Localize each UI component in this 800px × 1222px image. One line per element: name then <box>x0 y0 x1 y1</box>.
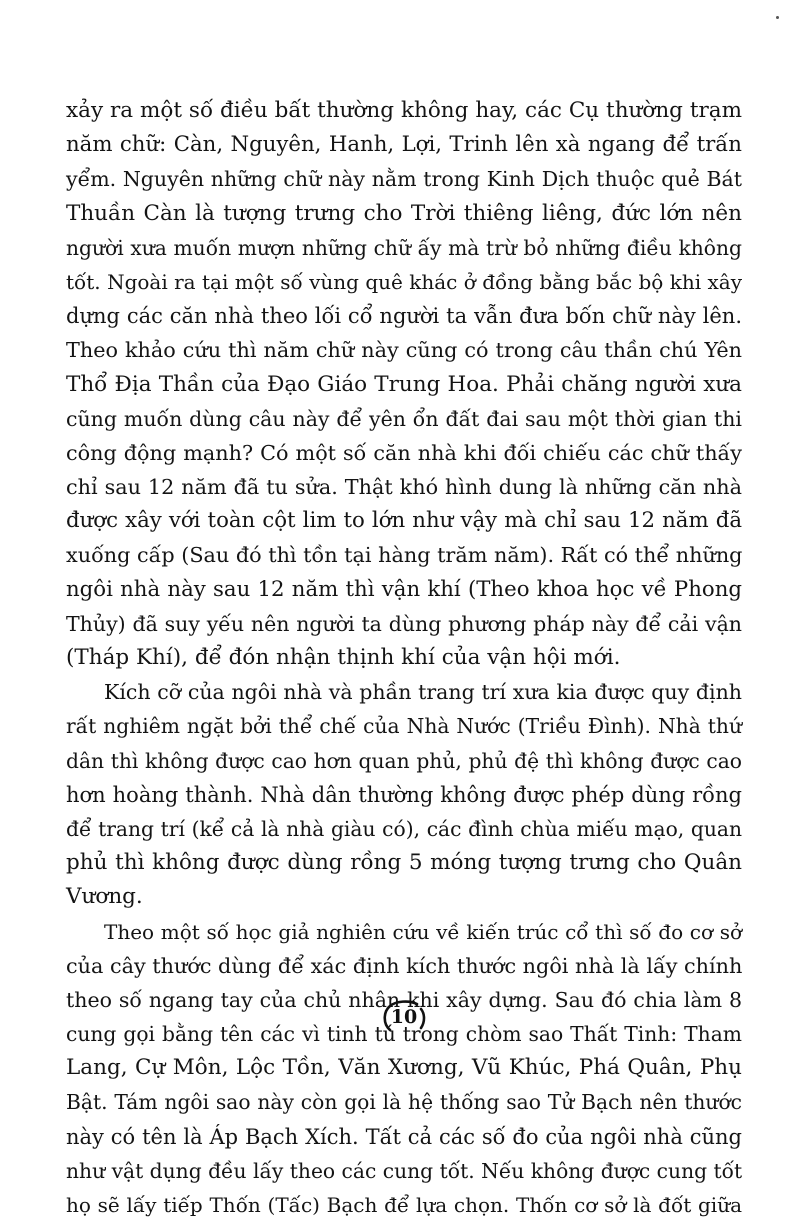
text-line: công động mạnh? Có một số căn nhà khi đối chiếu các chữ thấy <box>66 436 742 470</box>
body-text <box>66 94 742 1222</box>
text-line: Kích cỡ của ngôi nhà và phần trang trí xưa kia được quy định <box>66 675 742 709</box>
text-line: như vật dụng đều lấy theo các cung tốt. Nếu không được cung tốt <box>66 1154 742 1188</box>
text-line: họ sẽ lấy tiếp Thốn (Tấc) Bạch để lựa chọn. Thốn cơ sở là đốt giữa <box>66 1188 742 1222</box>
text-line: Theo khảo cứu thì năm chữ này cũng có trong câu thần chú Yên <box>66 333 742 367</box>
text-line: này có tên là Áp Bạch Xích. Tất cả các số đo của ngôi nhà cũng <box>66 1120 742 1154</box>
text-line: chỉ sau 12 năm đã tu sửa. Thật khó hình dung là những căn nhà <box>66 470 742 504</box>
text-line: Lang, Cự Môn, Lộc Tồn, Văn Xương, Vũ Khúc, Phá Quân, Phụ <box>66 1051 742 1085</box>
text-line: theo số ngang tay của chủ nhân khi xây dựng. Sau đó chia làm 8 <box>66 983 742 1017</box>
text-line: được xây với toàn cột lim to lớn như vậy mà chỉ sau 12 năm đã <box>66 504 742 538</box>
text-line: (Tháp Khí), để đón nhận thịnh khí của vận hội mới. <box>66 641 742 675</box>
text-line: dân thì không được cao hơn quan phủ, phủ đệ thì không được cao <box>66 744 742 778</box>
text-line: năm chữ: Càn, Nguyên, Hanh, Lợi, Trinh lên xà ngang để trấn <box>66 128 742 162</box>
text-line: dựng các căn nhà theo lối cổ người ta vẫn đưa bốn chữ này lên. <box>66 299 742 333</box>
text-line: Theo một số học giả nghiên cứu về kiến trúc cổ thì số đo cơ sở <box>66 915 742 949</box>
paragraph-2 <box>66 675 742 914</box>
text-line: Thổ Địa Thần của Đạo Giáo Trung Hoa. Phải chăng người xưa <box>66 368 742 402</box>
text-line: cung gọi bằng tên các vì tinh tú trong chòm sao Thất Tinh: Tham <box>66 1017 742 1051</box>
text-line: rất nghiêm ngặt bởi thể chế của Nhà Nước (Triều Đình). Nhà thứ <box>66 709 742 743</box>
text-line: yểm. Nguyên những chữ này nằm trong Kinh Dịch thuộc quẻ Bát <box>66 162 742 196</box>
text-line: Bật. Tám ngôi sao này còn gọi là hệ thống sao Tử Bạch nên thước <box>66 1085 742 1119</box>
text-line: cũng muốn dùng câu này để yên ổn đất đai sau một thời gian thi <box>66 402 742 436</box>
paragraph-1 <box>66 94 742 675</box>
text-line: xảy ra một số điều bất thường không hay, các Cụ thường trạm <box>66 94 742 128</box>
text-line: người xưa muốn mượn những chữ ấy mà trừ bỏ những điều không <box>66 231 742 265</box>
text-line: tốt. Ngoài ra tại một số vùng quê khác ở đồng bằng bắc bộ khi xây <box>66 265 742 299</box>
page-number-text: 10 <box>381 1006 427 1028</box>
text-line: Thủy) đã suy yếu nên người ta dùng phương pháp này để cải vận <box>66 607 742 641</box>
text-line: ngôi nhà này sau 12 năm thì vận khí (Theo khoa học về Phong <box>66 573 742 607</box>
scan-speck <box>776 16 779 19</box>
paragraph-3 <box>66 915 742 1222</box>
text-line: xuống cấp (Sau đó thì tồn tại hàng trăm năm). Rất có thể những <box>66 538 742 572</box>
text-line: của cây thước dùng để xác định kích thước ngôi nhà là lấy chính <box>66 949 742 983</box>
text-line: Thuần Càn là tượng trưng cho Trời thiêng liêng, đức lớn nên <box>66 197 742 231</box>
page-number <box>381 1000 427 1036</box>
text-line: để trang trí (kể cả là nhà giàu có), các đình chùa miếu mạo, quan <box>66 812 742 846</box>
text-line: phủ thì không được dùng rồng 5 móng tượng trưng cho Quân <box>66 846 742 880</box>
text-line: Vương. <box>66 880 742 914</box>
text-line: hơn hoàng thành. Nhà dân thường không được phép dùng rồng <box>66 778 742 812</box>
